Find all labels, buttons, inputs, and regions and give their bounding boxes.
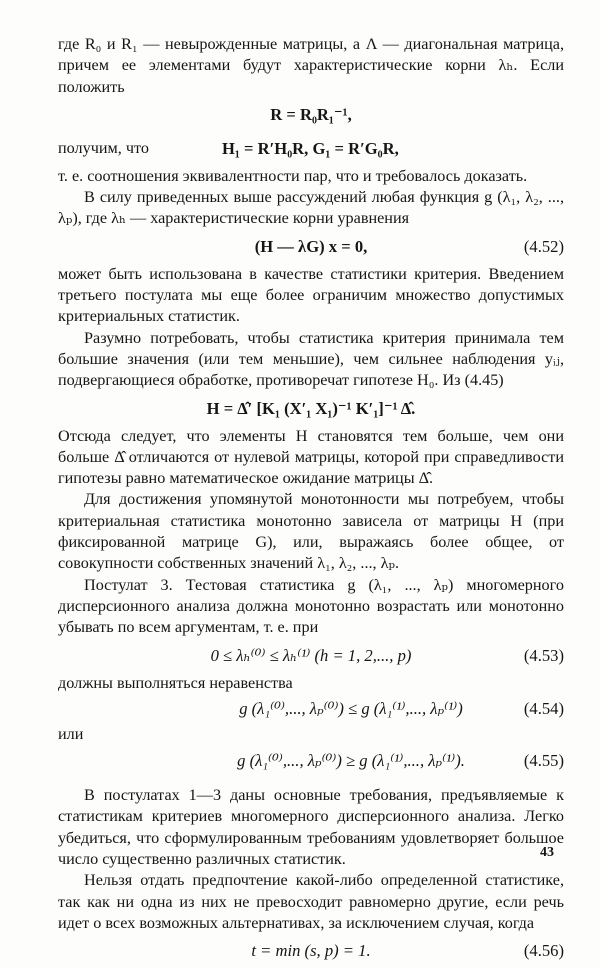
equation-r [58,98,564,132]
equation-4-56 [58,934,564,968]
equation-4-53-number: (4.53) [523,645,564,665]
must-label: должны выполняться неравенства [58,673,293,692]
equation-4-55-number: (4.55) [523,751,564,771]
page-number: 43 [540,845,554,860]
equation-4-56-number: (4.56) [523,941,564,961]
equation-h1-g1-formula: H₁ = R′H₀R, G₁ = R′G₀R, [222,138,399,158]
paragraph-reasonable: Разумно потребовать, чтобы статистика критерия принимала тем большие значения (или тем меньшие), чем сильнее наблюдения yᵢⱼ, подвергающиеся обработке, противоречат гипотезе H₀. Из (4.45) [58,328,564,390]
equation-4-52 [58,230,564,264]
equation-4-55-formula: g (λ₁⁽⁰⁾,..., λₚ⁽⁰⁾) ≥ g (λ₁⁽¹⁾,..., λₚ⁽¹⁾). [237,751,465,771]
equation-4-54-formula: g (λ₁⁽⁰⁾,..., λₚ⁽⁰⁾) ≤ g (λ₁⁽¹⁾,..., λₚ⁽¹⁾) [239,698,463,718]
paragraph-third-postulate: может быть использована в качестве статистики критерия. Введением третьего постулата мы еще более ограничим множество допустимых критериальных статистик. [58,264,564,326]
equation-4-56-formula: t = min (s, p) = 1. [251,941,371,961]
equation-4-53-formula: 0 ≤ λₕ⁽⁰⁾ ≤ λₕ⁽¹⁾ (h = 1, 2,..., p) [210,645,412,665]
equation-4-53 [58,639,564,673]
equation-r-formula: R = R₀R₁⁻¹, [270,105,352,125]
equation-4-52-number: (4.52) [523,236,564,256]
obtain-label: получим, что [58,139,149,158]
equation-h-delta [58,392,564,426]
equation-4-55 [58,745,564,777]
paragraph-postulates-summary: В постулатах 1—3 даны основные требования, предъявляемые к статистикам критериев многомерного дисперсионного анализа. Легко убедиться, что сформулированным требованиям удовлетворяет большое число существенно различных статистик. [58,786,564,869]
paragraph-consequence: Отсюда следует, что элементы H становятся тем больше, чем они больше Δ̂ отличаются от нулевой матрицы, которой при справедливости гипотезы равно математическое ожидание матрицы Δ̂. [58,426,564,488]
equation-4-52-formula: (H — λG) x = 0, [254,236,368,256]
equation-h-delta-formula: H = Δ̂′ [K₁ (X′₁ X₁)⁻¹ K′₁]⁻¹ Δ̂. [206,399,416,419]
paragraph-function-g: В силу приведенных выше рассуждений любая функция g (λ₁, λ₂, ..., λₚ), где λₕ — характеристические корни уравнения [58,188,564,228]
equation-4-54 [58,694,564,724]
paragraph-matrices: где R₀ и R₁ — невырожденные матрицы, а Λ — диагональная матрица, причем ее элементами будут характеристические корни λₕ. Если положить [58,35,564,96]
paragraph-preference: Нельзя отдать предпочтение какой-либо определенной статистике, так как ни одна из них не превосходит равномерно другие, если речь идет о всех возможных альтернативах, за исключением случая, когда [58,871,564,932]
equation-h1-g1 [58,132,564,166]
paragraph-postulate-3: Постулат 3. Тестовая статистика g (λ₁, ..., λₚ) многомерного дисперсионного анализа должна монотонно возрастать или монотонно убывать по всем аргументам, т. е. при [58,575,564,637]
paragraph-monotonicity: Для достижения упомянутой монотонности мы потребуем, чтобы критериальная статистика монотонно зависела от матрицы H (при фиксированной матрице G), или, выражаясь более общее, от совокупности собственных значений λ₁, λ₂, ..., λₚ. [58,490,564,573]
paragraph-equivalence: т. е. соотношения эквивалентности пар, что и требовалось доказать. [58,166,528,185]
or-label: или [58,724,84,743]
equation-4-54-number: (4.54) [523,698,564,718]
